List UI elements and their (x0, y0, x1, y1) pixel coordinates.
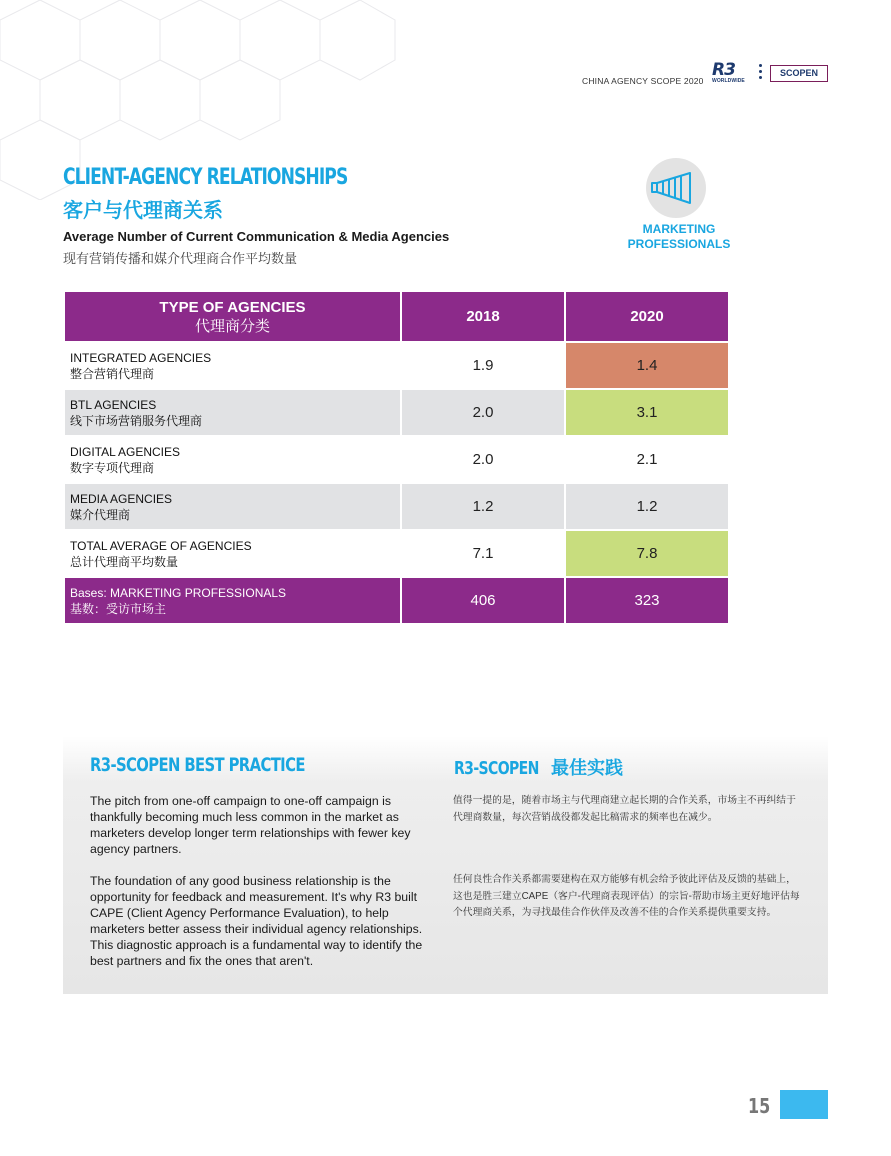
table-row (64, 389, 729, 436)
page-number: 15 (748, 1094, 771, 1118)
value-2018: 7.1 (401, 530, 565, 577)
row-label: INTEGRATED AGENCIES 整合营销代理商 (64, 342, 401, 389)
value-2020: 7.8 (565, 530, 729, 577)
subtitle-en: Average Number of Current Communication & Media Agencies (63, 229, 450, 244)
value-2018: 2.0 (401, 389, 565, 436)
table-row (64, 342, 729, 389)
best-practice-paragraph-cn: 任何良性合作关系都需要建构在双方能够有机会给予彼此评估及反馈的基础上，这也是胜三建立CAPE（客户-代理商表现评估）的宗旨-帮助市场主更好地评估每个代理商关系，为寻找最佳合作伙伴及改善不佳的合作关系提供重要支持。 (453, 874, 800, 918)
best-practice-paragraph-en: The foundation of any good business relationship is the opportunity for feedback and measurement. It's why R3 built CAPE (Client Agency Performance Evaluation), to help marketers better assess their individual agency relationships. This diagnostic approach is a fundamental way to identify the best partners and fix the ones that aren't. (90, 874, 423, 968)
best-practice-paragraph-en: The pitch from one-off campaign to one-off campaign is thankfully becoming much less common in the market as marketers develop longer term relationships with fewer key agency partners. (90, 794, 411, 856)
page-title-cn: 客户与代理商关系 (63, 198, 223, 222)
best-practice-paragraph-cn: 值得一提的是，随着市场主与代理商建立起长期的合作关系，市场主不再纠结于代理商数量，每次营销战役都发起比稿需求的频率也在减少。 (453, 795, 796, 823)
table-row (64, 530, 729, 577)
header-type: TYPE OF AGENCIES 代理商分类 (64, 291, 401, 342)
value-2020: 2.1 (565, 436, 729, 483)
table-header-row (64, 291, 729, 342)
scopen-logo: SCOPEN (770, 65, 828, 82)
header-year-2018: 2018 (401, 291, 565, 342)
megaphone-icon (650, 170, 702, 206)
r3-worldwide-logo (712, 62, 752, 86)
report-name: CHINA AGENCY SCOPE 2020 (582, 76, 704, 86)
value-2020: 1.2 (565, 483, 729, 530)
value-2018: 2.0 (401, 436, 565, 483)
bases-2018: 406 (401, 577, 565, 624)
page-title-en: CLIENT-AGENCY RELATIONSHIPS (63, 165, 348, 190)
logo-text: R3 (712, 60, 735, 80)
value-2020: 1.4 (565, 342, 729, 389)
row-label: TOTAL AVERAGE OF AGENCIES 总计代理商平均数量 (64, 530, 401, 577)
table-row (64, 483, 729, 530)
audience-label: MARKETING PROFESSIONALS (627, 222, 731, 251)
row-label: DIGITAL AGENCIES 数字专项代理商 (64, 436, 401, 483)
bases-row (64, 577, 729, 624)
bases-label: Bases: MARKETING PROFESSIONALS 基数：受访市场主 (64, 577, 401, 624)
agency-table (63, 290, 730, 625)
subtitle-cn: 现有营销传播和媒介代理商合作平均数量 (63, 251, 298, 266)
row-label: BTL AGENCIES 线下市场营销服务代理商 (64, 389, 401, 436)
value-2020: 3.1 (565, 389, 729, 436)
bases-2020: 323 (565, 577, 729, 624)
value-2018: 1.2 (401, 483, 565, 530)
best-practice-heading-en: R3-SCOPEN BEST PRACTICE (90, 754, 305, 776)
best-practice-heading-cn: R3-SCOPEN 最佳实践 (454, 758, 623, 779)
logo-subtext: WORLDWIDE (712, 78, 745, 84)
page-number-bar (780, 1090, 828, 1119)
logo-divider-dots (759, 64, 763, 82)
audience-badge (646, 158, 706, 218)
value-2018: 1.9 (401, 342, 565, 389)
table-row (64, 436, 729, 483)
header-year-2020: 2020 (565, 291, 729, 342)
row-label: MEDIA AGENCIES 媒介代理商 (64, 483, 401, 530)
